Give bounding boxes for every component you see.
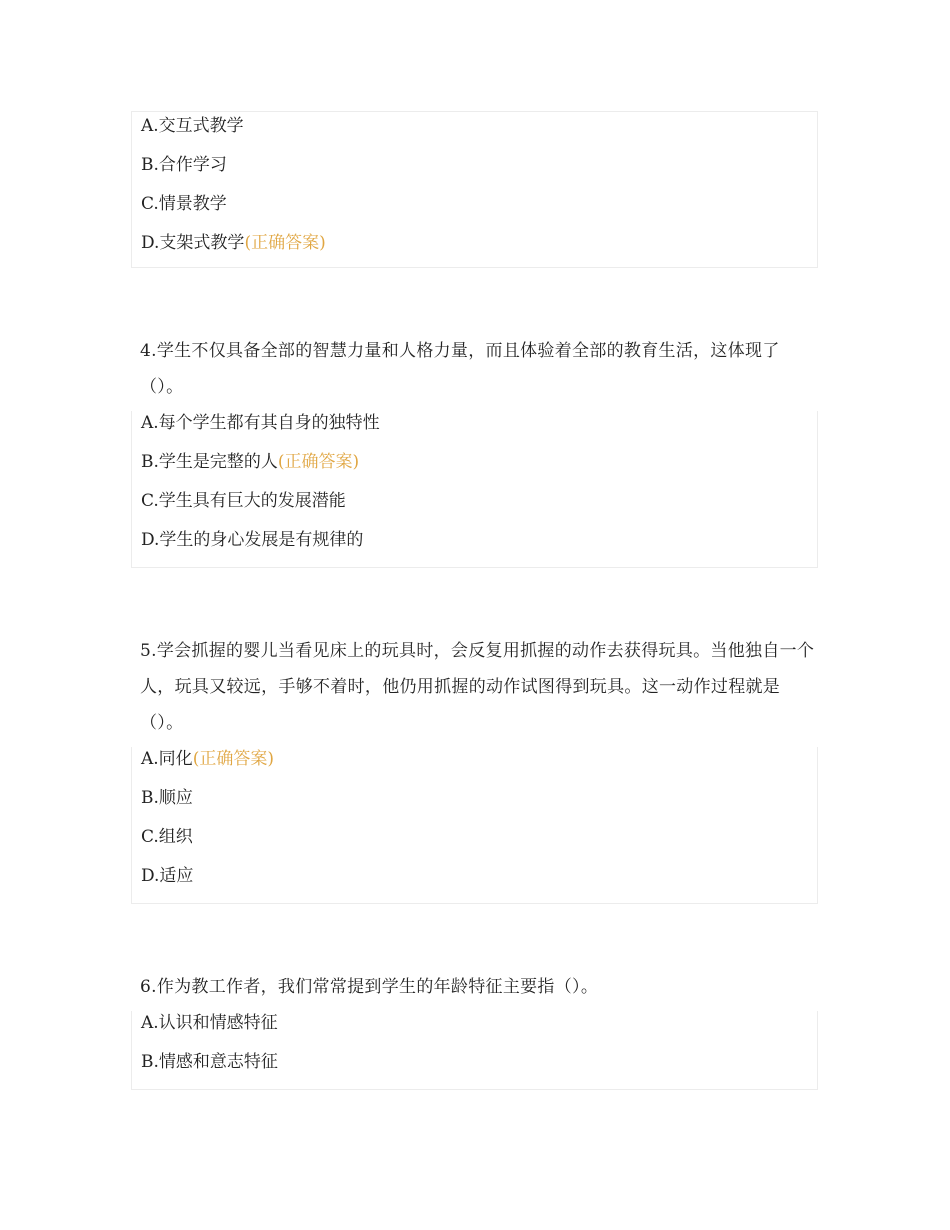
option-4d — [141, 528, 817, 567]
option-6b — [141, 1050, 817, 1089]
option-text: B.情感和意志特征 — [141, 1052, 278, 1072]
question-3-options — [131, 111, 818, 268]
option-text: D.学生的身心发展是有规律的 — [141, 530, 364, 550]
option-text: C.情景教学 — [141, 194, 227, 214]
correct-answer-mark: (正确答案) — [277, 452, 360, 472]
option-text: B.学生是完整的人 — [141, 452, 278, 472]
option-6a — [141, 1011, 817, 1050]
option-3c — [141, 192, 817, 231]
option-text: B.顺应 — [141, 788, 193, 808]
question-6-options — [131, 1011, 818, 1090]
option-4b — [141, 450, 817, 489]
option-text: A.交互式教学 — [141, 116, 244, 136]
option-4c — [141, 489, 817, 528]
question-5-text: 5.学会抓握的婴儿当看见床上的玩具时，会反复用抓握的动作去获得玩具。当他独自一个人，玩具又较远，手够不着时，他仍用抓握的动作试图得到玩具。这一动作过程就是（）。 — [140, 641, 815, 733]
option-3b — [141, 153, 817, 192]
option-3a — [141, 114, 817, 153]
option-text: D.支架式教学 — [141, 233, 245, 253]
question-6-text: 6.作为教工作者，我们常常提到学生的年龄特征主要指（）。 — [140, 977, 599, 997]
option-5a — [141, 747, 817, 786]
option-5d — [141, 864, 817, 903]
option-3d — [141, 231, 817, 270]
option-text: C.组织 — [141, 827, 193, 847]
option-4a — [141, 411, 817, 450]
option-text: A.同化 — [141, 749, 193, 769]
option-text: D.适应 — [141, 866, 194, 886]
option-text: A.每个学生都有其自身的独特性 — [141, 413, 380, 433]
question-5-options — [131, 747, 818, 904]
option-text: A.认识和情感特征 — [141, 1013, 278, 1033]
question-4-text: 4.学生不仅具备全部的智慧力量和人格力量，而且体验着全部的教育生活，这体现了（）。 — [140, 341, 780, 397]
question-4-options — [131, 411, 818, 568]
option-text: C.学生具有巨大的发展潜能 — [141, 491, 346, 511]
correct-answer-mark: (正确答案) — [192, 749, 274, 769]
option-5c — [141, 825, 817, 864]
correct-answer-mark: (正确答案) — [244, 233, 326, 253]
option-text: B.合作学习 — [141, 155, 227, 175]
option-5b — [141, 786, 817, 825]
